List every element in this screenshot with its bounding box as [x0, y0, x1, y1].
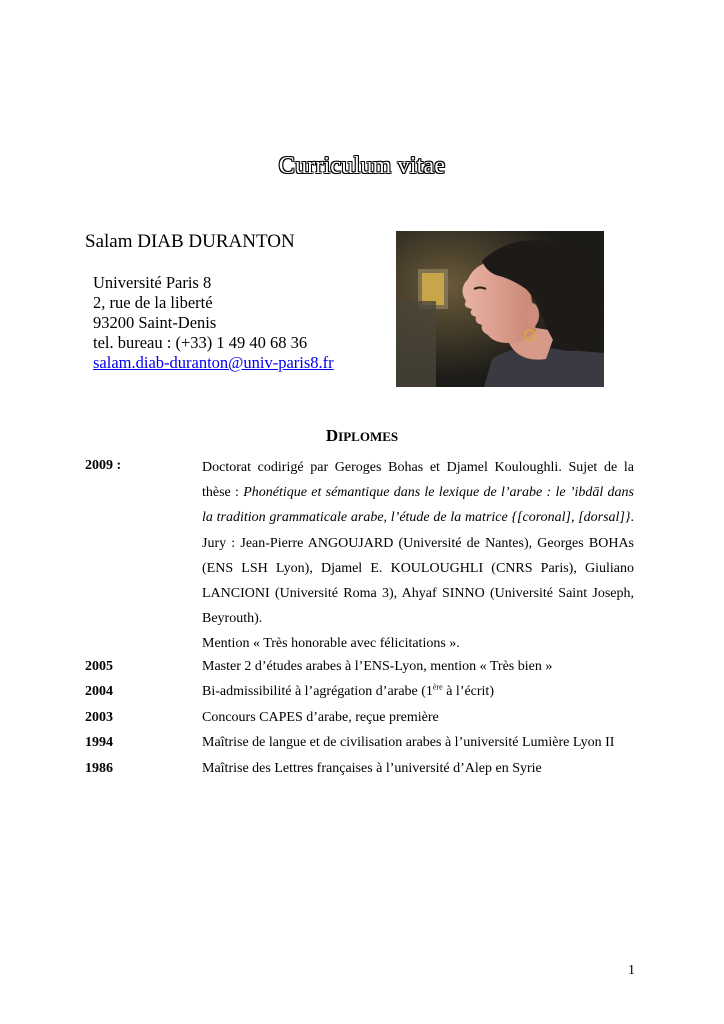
- year-1986: 1986: [85, 761, 113, 776]
- person-name: Salam DIAB DURANTON: [85, 231, 295, 252]
- diploma-entry-2004: [202, 684, 634, 700]
- section-heading-first-letter: D: [325, 426, 339, 445]
- document-title: Curriculum vitae: [278, 153, 446, 179]
- entry-2009-mention: Mention « Très honorable avec félicitations ».: [202, 636, 460, 652]
- diploma-entry-1986: Maîtrise des Lettres françaises à l’université d’Alep en Syrie: [202, 761, 542, 776]
- diploma-entry-1994: Maîtrise de langue et de civilisation arabes à l’université Lumière Lyon II: [202, 735, 615, 750]
- entry-2004-superscript: ère: [432, 682, 443, 692]
- year-1994: 1994: [85, 735, 113, 750]
- diploma-entry-2003: Concours CAPES d’arabe, reçue première: [202, 710, 439, 725]
- diploma-entry-2009: [202, 455, 634, 657]
- entry-2004-text-before: Bi-admissibilité à l’agrégation d’arabe (1: [202, 684, 433, 699]
- year-2005: 2005: [85, 659, 113, 674]
- entry-2004-text-after: à l’écrit): [442, 684, 494, 699]
- year-2004: 2004: [85, 684, 113, 699]
- address-line-street: 2, rue de la liberté: [93, 293, 213, 312]
- year-2009: 2009 :: [85, 458, 122, 473]
- address-line-city: 93200 Saint-Denis: [93, 313, 217, 332]
- page-number: 1: [628, 963, 635, 978]
- phone-line: tel. bureau : (+33) 1 49 40 68 36: [93, 333, 308, 352]
- entry-2009-text-after: . Jury : Jean-Pierre ANGOUJARD (Université de Nantes), Georges BOHAs (ENS LSH Lyon), Djamel E. KOULOUGHLI (CNRS Paris), Giuliano LANCIONI (Université Roma 3), Ahyaf SINNO (Université Saint Joseph, Beyrouth).: [202, 510, 634, 627]
- address-line-university: Université Paris 8: [93, 273, 212, 292]
- email-link[interactable]: salam.diab-duranton@univ-paris8.fr: [93, 353, 334, 372]
- section-heading-diplomes: [0, 426, 724, 446]
- contact-block: [93, 273, 334, 373]
- section-heading-rest: IPLOMES: [338, 429, 399, 444]
- profile-photo-image: [396, 231, 604, 387]
- thesis-title: Phonétique et sémantique dans le lexique de l’arabe : le ’ibdāl dans la tradition grammaticale arabe, l’étude de la matrice {[coronal], [dorsal]}: [202, 485, 634, 526]
- year-2003: 2003: [85, 710, 113, 725]
- profile-photo: [396, 231, 604, 387]
- entry-2009-text-before: Doctorat codirigé par Geroges Bohas et Djamel Kouloughli. Sujet de la thèse :: [202, 460, 634, 501]
- diploma-entry-2005: Master 2 d’études arabes à l’ENS-Lyon, mention « Très bien »: [202, 659, 553, 674]
- entry-2009-description: [202, 455, 634, 631]
